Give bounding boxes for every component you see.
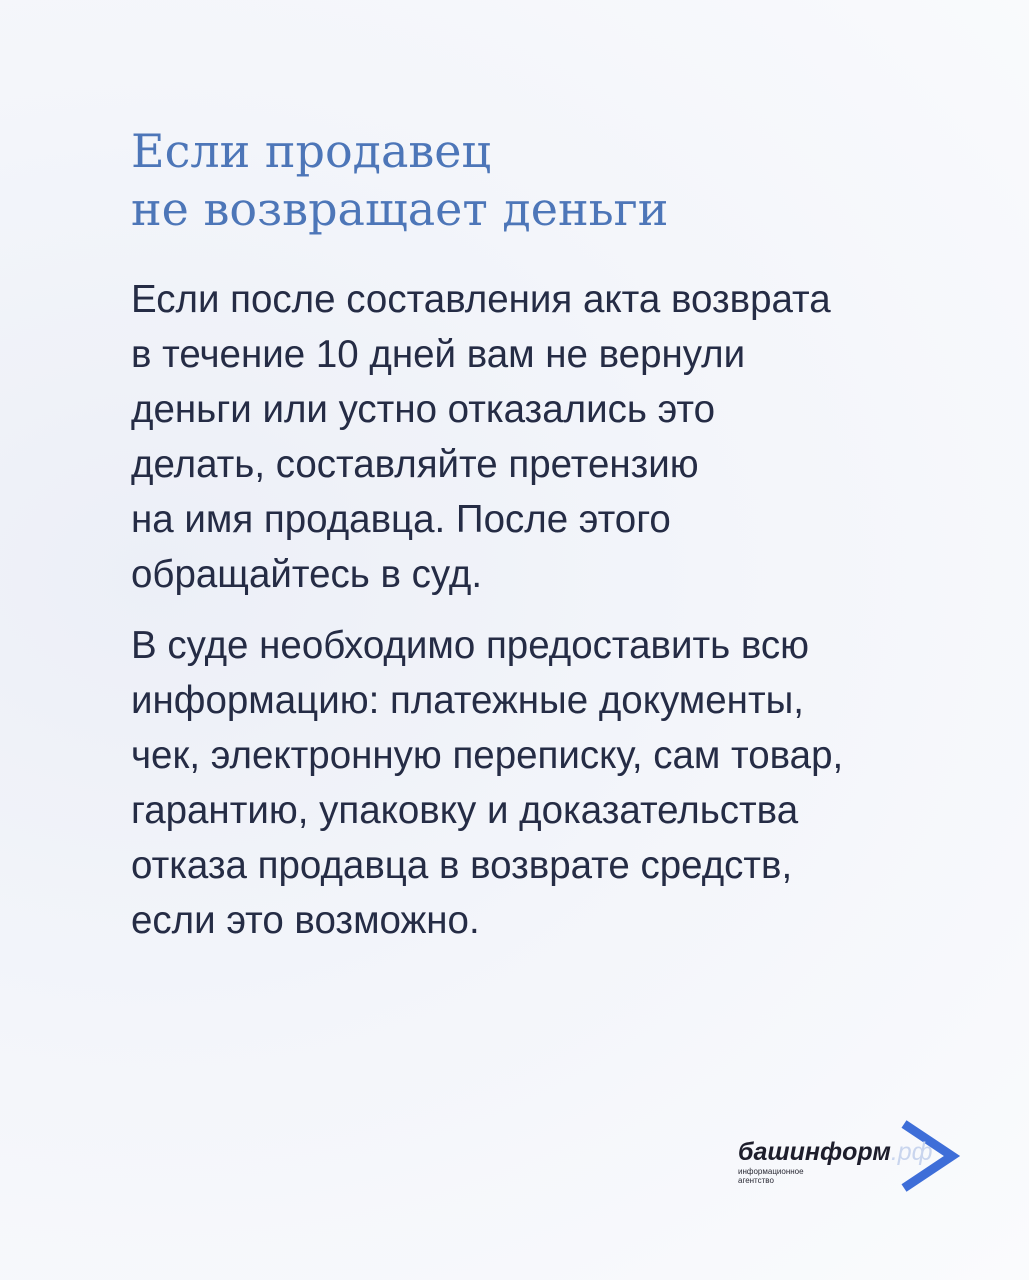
paragraph-line: в течение 10 дней вам не вернули bbox=[131, 333, 746, 376]
body-paragraph-2 bbox=[131, 618, 981, 948]
paragraph-line: отказа продавца в возврате средств, bbox=[131, 844, 793, 887]
paragraph-line: чек, электронную переписку, сам товар, bbox=[131, 734, 844, 777]
paragraph-line: делать, составляйте претензию bbox=[131, 443, 699, 486]
bashinform-logo bbox=[736, 1116, 971, 1196]
paragraph-line: Если после составления акта возврата bbox=[131, 278, 831, 321]
logo-subtitle: информационное bbox=[738, 1167, 804, 1176]
logo-wordmark bbox=[738, 1138, 933, 1166]
title-line: Если продавец bbox=[131, 124, 492, 178]
paragraph-line: обращайтесь в суд. bbox=[131, 553, 483, 596]
logo-name: башинформ bbox=[738, 1138, 891, 1166]
logo-subtitle: агентство bbox=[738, 1176, 774, 1185]
paragraph-line: деньги или устно отказались это bbox=[131, 388, 716, 431]
logo-domain: .рф bbox=[890, 1138, 933, 1166]
paragraph-line: на имя продавца. После этого bbox=[131, 498, 671, 541]
paragraph-line: гарантию, упаковку и доказательства bbox=[131, 789, 799, 832]
page-title bbox=[131, 122, 931, 238]
paragraph-line: информацию: платежные документы, bbox=[131, 679, 804, 722]
paragraph-line: если это возможно. bbox=[131, 899, 480, 942]
body-paragraph-1 bbox=[131, 272, 981, 602]
title-line: не возвращает деньги bbox=[131, 182, 669, 236]
paragraph-line: В суде необходимо предоставить всю bbox=[131, 624, 810, 667]
